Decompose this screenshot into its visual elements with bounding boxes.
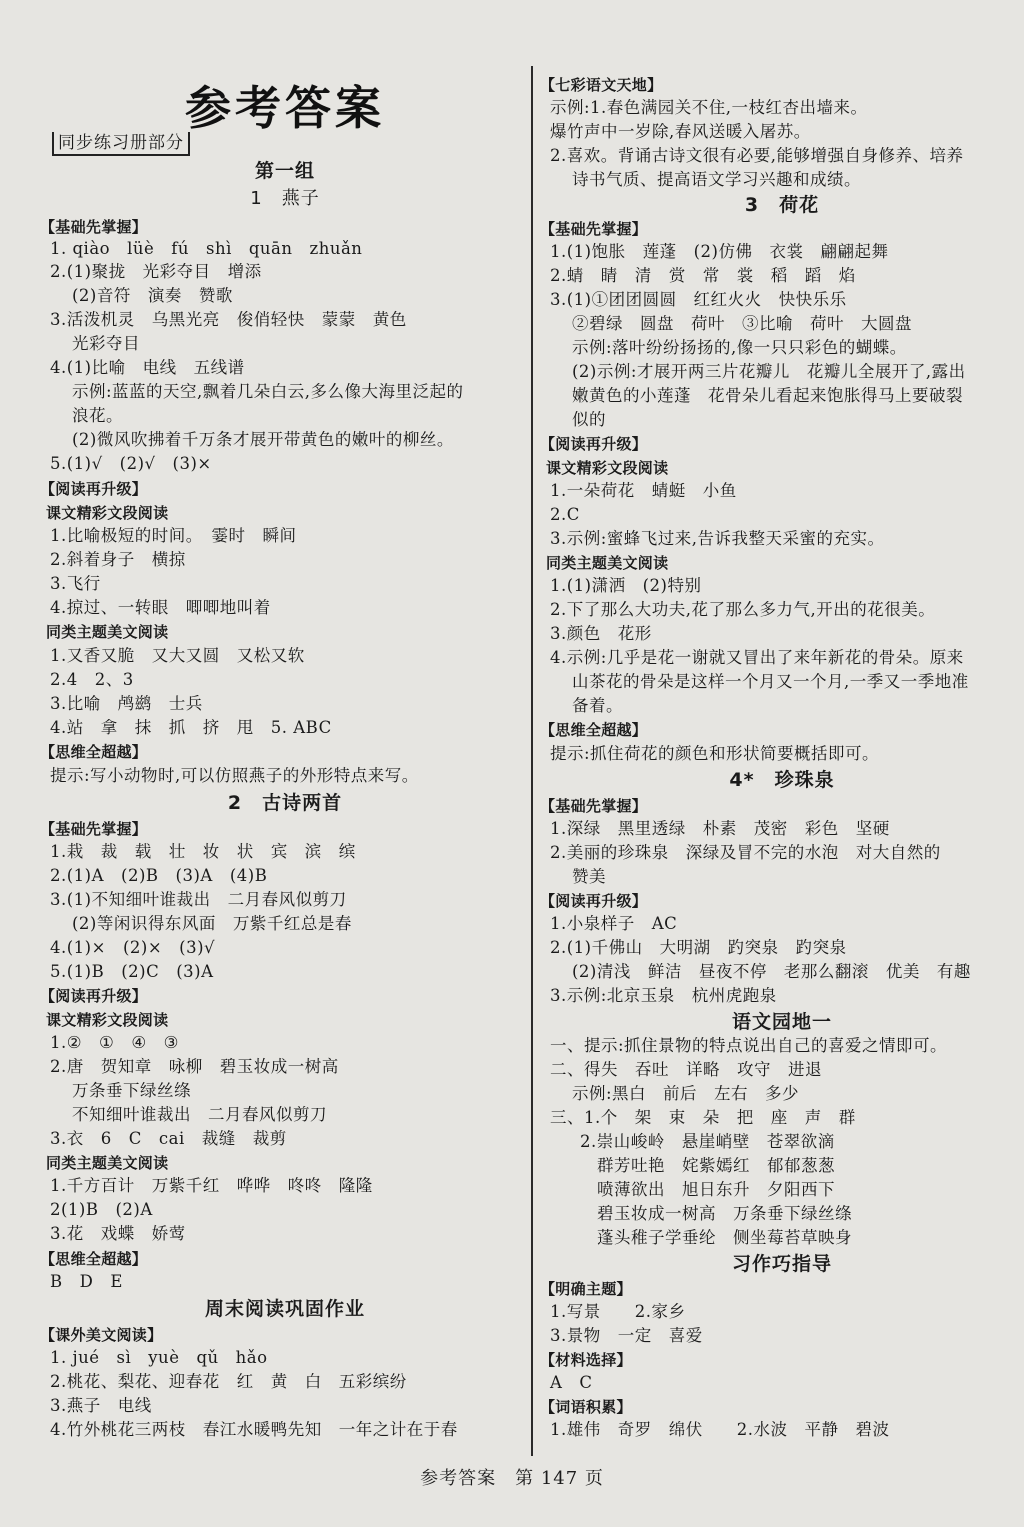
answer-line: 2(1)B (2)A	[50, 1200, 153, 1219]
answer-line: 浪花。	[72, 406, 123, 425]
answer-line: 爆竹声中一岁除,春风送暖入屠苏。	[550, 122, 811, 141]
answer-line: 1.② ① ④ ③	[50, 1033, 179, 1052]
answer-line: 万条垂下绿丝绦	[72, 1081, 191, 1100]
answer-line: 3.示例:蜜蜂飞过来,告诉我整天采蜜的充实。	[550, 529, 885, 548]
answer-line: 4.示例:几乎是花一谢就又冒出了来年新花的骨朵。原来	[550, 648, 964, 667]
section-heading: 【课外美文阅读】	[40, 1326, 163, 1344]
section-heading: 【词语积累】	[540, 1398, 632, 1416]
section-heading: 【阅读再升级】	[40, 480, 148, 498]
answer-line: 二、得失 吞吐 详略 攻守 进退	[550, 1060, 822, 1079]
answer-line: (2)示例:才展开两三片花瓣儿 花瓣儿全展开了,露出	[572, 362, 966, 381]
section-heading: 【七彩语文天地】	[540, 76, 663, 94]
answer-line: 3.燕子 电线	[50, 1396, 152, 1415]
answer-line: 2.蜻 睛 清 赏 常 裳 稻 蹈 焰	[550, 266, 856, 285]
lesson-heading: 周末阅读巩固作业	[204, 1298, 365, 1320]
section-heading: 【思维全超越】	[40, 1250, 148, 1268]
answer-line: 3.(1)不知细叶谁裁出 二月春风似剪刀	[50, 890, 347, 909]
answer-line: 1.雄伟 奇罗 绵伏 2.水波 平静 碧波	[550, 1420, 890, 1439]
section-heading: 【基础先掌握】	[40, 218, 148, 236]
subsection-heading: 课文精彩文段阅读	[46, 504, 169, 522]
answer-line: 5.(1)√ (2)√ (3)×	[50, 454, 212, 473]
lesson-heading: 2 古诗两首	[227, 792, 343, 814]
answer-line: 2.喜欢。背诵古诗文很有必要,能够增强自身修养、培养	[550, 146, 964, 165]
answer-line: 4.掠过、一转眼 唧唧地叫着	[50, 598, 271, 617]
page-footer: 参考答案 第 147 页	[420, 1468, 604, 1489]
answer-line: 1.又香又脆 又大又圆 又松又软	[50, 646, 305, 665]
answer-line: 3.飞行	[50, 574, 101, 593]
answer-line: 示例:1.春色满园关不住,一枝红杏出墙来。	[550, 98, 868, 117]
answer-line: 群芳吐艳 姹紫嫣红 郁郁葱葱	[580, 1156, 835, 1175]
answer-line: 1.(1)潇洒 (2)特别	[550, 576, 702, 595]
answer-line: 2.崇山峻岭 悬崖峭壁 苍翠欲滴	[580, 1132, 835, 1151]
answer-line: 3.花 戏蝶 娇莺	[50, 1224, 186, 1243]
answer-line: 2.(1)千佛山 大明湖 趵突泉 趵突泉	[550, 938, 847, 957]
answer-line: 3.活泼机灵 乌黑光亮 俊俏轻快 蒙蒙 黄色	[50, 310, 407, 329]
answer-line: 3.比喻 鸬鹚 士兵	[50, 694, 203, 713]
section-heading: 【思维全超越】	[540, 721, 648, 739]
column-divider	[531, 66, 533, 1456]
subsection-heading: 同类主题美文阅读	[546, 554, 669, 572]
answer-line: 2.C	[550, 505, 580, 524]
answer-line: 4.(1)× (2)× (3)√	[50, 938, 216, 957]
answer-line: 2.下了那么大功夫,花了那么多力气,开出的花很美。	[550, 600, 936, 619]
answer-line: 3.景物 一定 喜爱	[550, 1326, 703, 1345]
answer-line: 嫩黄色的小莲蓬 花骨朵儿看起来饱胀得马上要破裂	[572, 386, 963, 405]
answer-line: 3.颜色 花形	[550, 624, 652, 643]
answer-line: 1. jué sì yuè qǔ hǎo	[50, 1348, 268, 1367]
answer-line: 3.示例:北京玉泉 杭州虎跑泉	[550, 986, 777, 1005]
subsection-heading: 同类主题美文阅读	[46, 1154, 169, 1172]
answer-line: 1.一朵荷花 蜻蜓 小鱼	[550, 481, 737, 500]
answer-line: 4.竹外桃花三两枝 春江水暖鸭先知 一年之计在于春	[50, 1420, 458, 1439]
section-heading: 【基础先掌握】	[540, 220, 648, 238]
lesson-heading: 第一组	[254, 160, 315, 182]
answer-line: 1.比喻极短的时间。 霎时 瞬间	[50, 526, 297, 545]
answer-line: 1.栽 裁 载 壮 妆 状 宾 滨 缤	[50, 842, 356, 861]
answer-line: 碧玉妆成一树高 万条垂下绿丝绦	[580, 1204, 852, 1223]
answer-line: 提示:写小动物时,可以仿照燕子的外形特点来写。	[50, 766, 419, 785]
answer-line: 2.4 2、3	[50, 670, 134, 689]
answer-line: 2.(1)聚拢 光彩夺目 增添	[50, 262, 262, 281]
answer-line: 4.站 拿 抹 抓 挤 甩 5. ABC	[50, 718, 332, 737]
answer-line: 示例:落叶纷纷扬扬的,像一只只彩色的蝴蝶。	[572, 338, 907, 357]
answer-line: 赞美	[572, 867, 606, 886]
lesson-heading: 3 荷花	[744, 194, 820, 216]
answer-line: 1.千方百计 万紫千红 哗哗 咚咚 隆隆	[50, 1176, 373, 1195]
answer-line: 提示:抓住荷花的颜色和形状简要概括即可。	[550, 744, 880, 763]
subsection-heading: 课文精彩文段阅读	[46, 1011, 169, 1029]
section-label: 同步练习册部分	[52, 132, 190, 156]
answer-line: 备着。	[572, 696, 623, 715]
answer-line: ②碧绿 圆盘 荷叶 ③比喻 荷叶 大圆盘	[572, 314, 912, 333]
answer-line: 三、1.个 架 束 朵 把 座 声 群	[550, 1108, 856, 1127]
answer-line: 3.(1)①团团圆圆 红红火火 快快乐乐	[550, 290, 847, 309]
section-heading: 【明确主题】	[540, 1280, 632, 1298]
answer-line: 1.小泉样子 AC	[550, 914, 678, 933]
section-heading: 【思维全超越】	[40, 743, 148, 761]
answer-line: 2.唐 贺知章 咏柳 碧玉妆成一树高	[50, 1057, 339, 1076]
answer-line: 不知细叶谁裁出 二月春风似剪刀	[72, 1105, 327, 1124]
answer-line: 喷薄欲出 旭日东升 夕阳西下	[580, 1180, 835, 1199]
answer-line: 1.(1)饱胀 莲蓬 (2)仿佛 衣裳 翩翩起舞	[550, 242, 889, 261]
answer-line: (2)清浅 鲜洁 昼夜不停 老那么翻滚 优美 有趣	[572, 962, 971, 981]
section-heading: 【基础先掌握】	[540, 797, 648, 815]
answer-line: 2.(1)A (2)B (3)A (4)B	[50, 866, 268, 885]
answer-line: 山茶花的骨朵是这样一个月又一个月,一季又一季地准	[572, 672, 969, 691]
answer-line: 似的	[572, 410, 606, 429]
section-heading: 【阅读再升级】	[540, 435, 648, 453]
answer-line: 2.斜着身子 横掠	[50, 550, 186, 569]
subsection-heading: 同类主题美文阅读	[46, 623, 169, 641]
lesson-heading: 4* 珍珠泉	[729, 769, 835, 791]
section-heading: 【阅读再升级】	[540, 892, 648, 910]
answer-line: 诗书气质、提高语文学习兴趣和成绩。	[572, 170, 861, 189]
section-heading: 【材料选择】	[540, 1351, 632, 1369]
answer-line: 1. qiào lüè fú shì quān zhuǎn	[50, 239, 363, 258]
answer-line: (2)等闲识得东风面 万紫千红总是春	[72, 914, 352, 933]
lesson-heading: 1 燕子	[250, 188, 320, 209]
section-heading: 【基础先掌握】	[40, 820, 148, 838]
answer-line: 3.衣 6 C cai 裁缝 裁剪	[50, 1129, 287, 1148]
answer-line: (2)音符 演奏 赞歌	[72, 286, 233, 305]
answer-line: B D E	[50, 1272, 123, 1291]
answer-line: 一、提示:抓住景物的特点说出自己的喜爱之情即可。	[550, 1036, 948, 1055]
answer-line: 光彩夺目	[72, 334, 140, 353]
page-title: 参考答案	[185, 81, 385, 135]
subsection-heading: 课文精彩文段阅读	[546, 459, 669, 477]
section-heading: 【阅读再升级】	[40, 987, 148, 1005]
answer-line: 1.写景 2.家乡	[550, 1302, 686, 1321]
answer-line: 示例:蓝蓝的天空,飘着几朵白云,多么像大海里泛起的	[72, 382, 464, 401]
answer-line: 5.(1)B (2)C (3)A	[50, 962, 214, 981]
lesson-heading: 习作巧指导	[731, 1253, 832, 1275]
answer-line: 2.桃花、梨花、迎春花 红 黄 白 五彩缤纷	[50, 1372, 407, 1391]
answer-line: 1.深绿 黑里透绿 朴素 茂密 彩色 坚硬	[550, 819, 890, 838]
answer-line: (2)微风吹拂着千万条才展开带黄色的嫩叶的柳丝。	[72, 430, 454, 449]
answer-line: A C	[550, 1373, 593, 1392]
answer-line: 4.(1)比喻 电线 五线谱	[50, 358, 245, 377]
answer-line: 蓬头稚子学垂纶 侧坐莓苔草映身	[580, 1228, 852, 1247]
lesson-heading: 语文园地一	[731, 1011, 832, 1033]
answer-line: 2.美丽的珍珠泉 深绿及冒不完的水泡 对大自然的	[550, 843, 941, 862]
answer-line: 示例:黑白 前后 左右 多少	[572, 1084, 800, 1103]
